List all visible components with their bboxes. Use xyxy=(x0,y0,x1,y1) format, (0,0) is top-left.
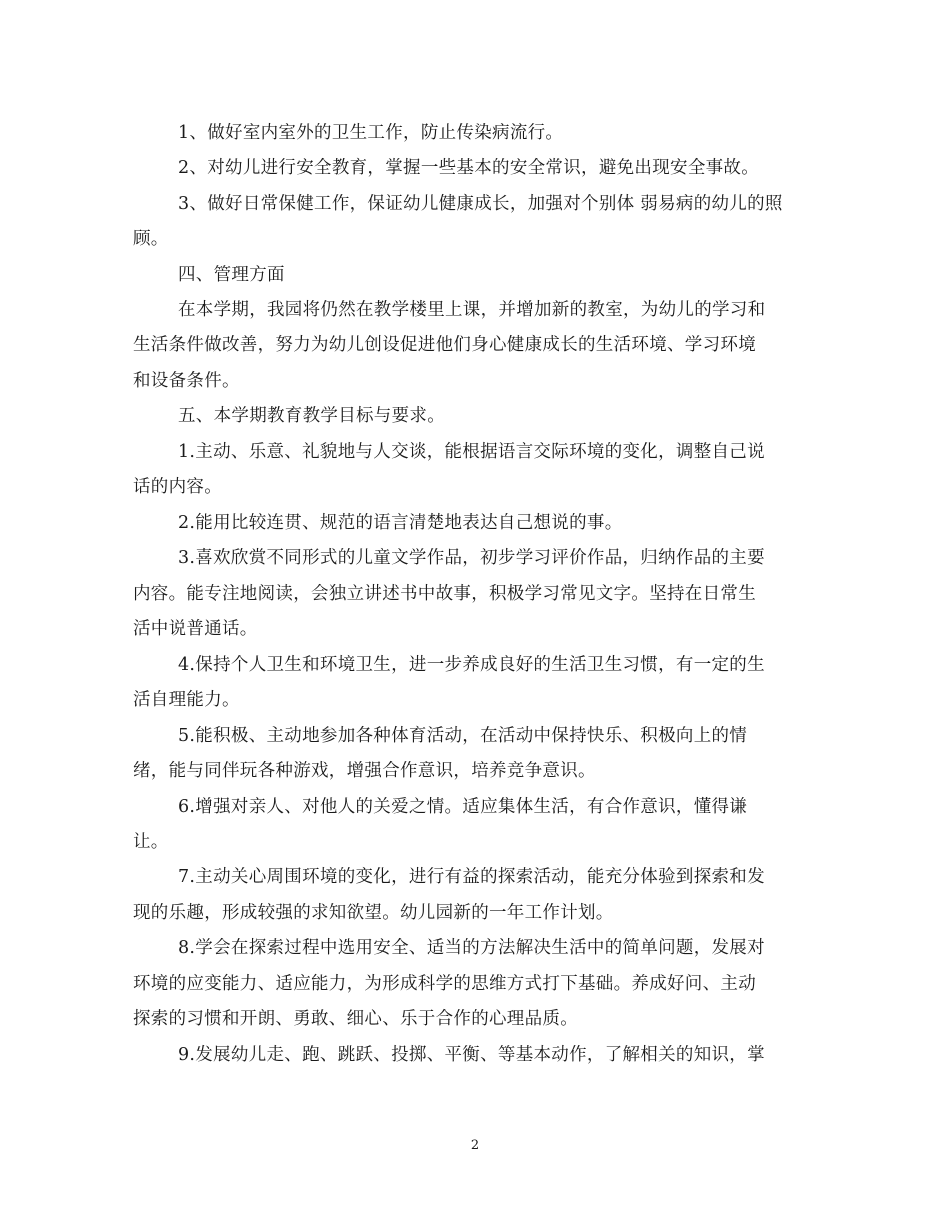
text-line: 生活条件做改善，努力为幼儿创设促进他们身心健康成长的生活环境、学习环境 xyxy=(133,335,756,355)
text-line: 现的乐趣，形成较强的求知欲望。幼儿园新的一年工作计划。 xyxy=(133,903,614,923)
text-line: 在本学期，我园将仍然在教学楼里上课，并增加新的教室，为幼儿的学习和 xyxy=(178,300,766,320)
text-line: 5.能积极、主动地参加各种体育活动，在活动中保持快乐、积极向上的情 xyxy=(178,726,748,746)
text-line: 探索的习惯和开朗、勇敢、细心、乐于合作的心理品质。 xyxy=(133,1009,578,1029)
text-line: 2.能用比较连贯、规范的语言清楚地表达自己想说的事。 xyxy=(178,513,623,533)
text-line: 6.增强对亲人、对他人的关爱之情。适应集体生活，有合作意识，懂得谦 xyxy=(178,797,748,817)
text-line: 绪，能与同伴玩各种游戏，增强合作意识，培养竞争意识。 xyxy=(133,761,596,781)
section-heading: 五、本学期教育教学目标与要求。 xyxy=(178,406,445,426)
text-line: 和设备条件。 xyxy=(133,371,240,391)
text-line: 1.主动、乐意、礼貌地与人交谈，能根据语言交际环境的变化，调整自己说 xyxy=(178,442,765,462)
text-line: 8.学会在探索过程中选用安全、适当的方法解决生活中的简单问题，发展对 xyxy=(178,938,765,958)
text-line: 1、做好室内室外的卫生工作，防止传染病流行。 xyxy=(178,123,564,143)
text-line: 顾。 xyxy=(133,229,169,249)
text-line: 活中说普通话。 xyxy=(133,619,258,639)
text-line: 4.保持个人卫生和环境卫生，进一步养成良好的生活卫生习惯，有一定的生 xyxy=(178,655,765,675)
text-line: 7.主动关心周围环境的变化，进行有益的探索活动，能充分体验到探索和发 xyxy=(178,867,765,887)
text-line: 环境的应变能力、适应能力，为形成科学的思维方式打下基础。养成好问、主动 xyxy=(133,974,756,994)
text-line: 9.发展幼儿走、跑、跳跃、投掷、平衡、等基本动作，了解相关的知识，掌 xyxy=(178,1045,765,1065)
text-line: 2、对幼儿进行安全教育，掌握一些基本的安全常识，避免出现安全事故。 xyxy=(178,158,760,178)
section-heading: 四、管理方面 xyxy=(178,265,285,285)
text-line: 3.喜欢欣赏不同形式的儿童文学作品，初步学习评价作品，归纳作品的主要 xyxy=(178,548,765,568)
text-line: 让。 xyxy=(133,832,169,852)
text-line: 话的内容。 xyxy=(133,477,222,497)
text-line: 活自理能力。 xyxy=(133,690,240,710)
text-line: 3、做好日常保健工作，保证幼儿健康成长，加强对个别体 弱易病的幼儿的照 xyxy=(178,194,783,214)
text-line: 内容。能专注地阅读，会独立讲述书中故事，积极学习常见文字。坚持在日常生 xyxy=(133,584,756,604)
page-number: 2 xyxy=(470,1138,480,1153)
